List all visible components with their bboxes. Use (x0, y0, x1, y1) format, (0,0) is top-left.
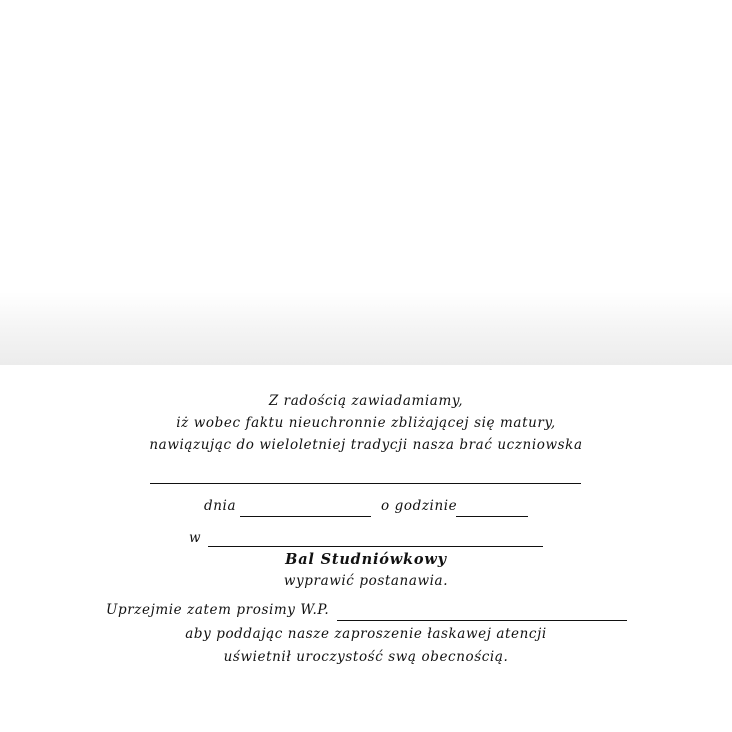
place-blank-line[interactable] (208, 546, 543, 547)
closing-line-1: aby poddając nasze zaproszenie łaskawej atencji (185, 626, 547, 642)
place-label: w (189, 530, 202, 546)
event-title: Bal Studniówkowy (285, 551, 447, 568)
intro-line-1: Z radością zawiadamiamy, (268, 393, 464, 409)
intro-line-3: nawiązując do wieloletniej tradycji nasza brać uczniowska (149, 437, 583, 453)
time-blank-line[interactable] (456, 516, 528, 517)
closing-line-2: uświetnił uroczystość swą obecnością. (223, 649, 509, 665)
guest-label: Uprzejmie zatem prosimy W.P. (106, 602, 330, 618)
decision-line: wyprawić postanawia. (283, 573, 449, 589)
time-label: o godzinie (381, 498, 458, 514)
date-label: dnia (204, 498, 237, 514)
blank-area (0, 0, 732, 365)
date-blank-line[interactable] (240, 516, 371, 517)
guest-blank-line[interactable] (337, 620, 627, 621)
class-name-blank-line[interactable] (150, 483, 581, 484)
invitation-card (0, 365, 732, 732)
intro-line-2: iż wobec faktu nieuchronnie zbliżającej się matury, (176, 415, 556, 431)
